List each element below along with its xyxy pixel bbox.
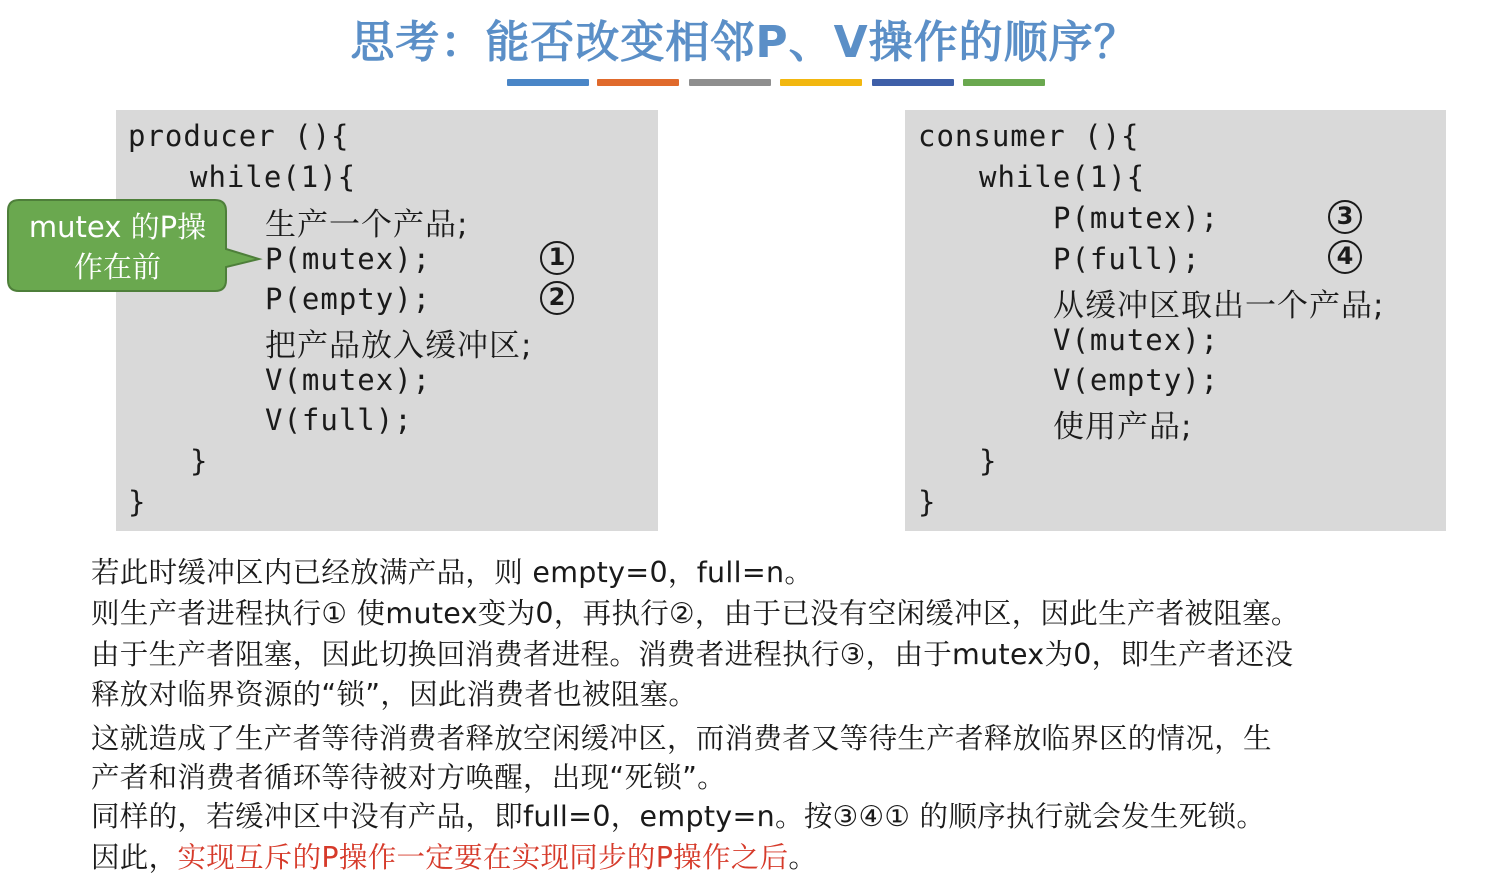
explanation-line-4: 释放对临界资源的“锁”，因此消费者也被阻塞。 — [91, 678, 698, 711]
conclusion-highlight: 实现互斥的P操作一定要在实现同步的P操作之后 — [177, 841, 789, 874]
consumer-line-p-mutex: P(mutex); — [1053, 201, 1220, 235]
color-bar-blue — [507, 79, 589, 86]
slide-title: 思考：能否改变相邻P、V操作的顺序？ — [350, 17, 1139, 68]
explanation-line-6: 产者和消费者循环等待被对方唤醒，出现“死锁”。 — [91, 761, 726, 794]
consumer-line-while: while(1){ — [979, 160, 1146, 194]
step-marker-4: 4 — [1328, 240, 1362, 274]
consumer-line-use-product: 使用产品; — [1053, 409, 1193, 445]
producer-line-signature: producer (){ — [128, 119, 350, 153]
callout-line-1: mutex 的P操 — [28, 210, 207, 244]
step-marker-2: 2 — [540, 281, 574, 315]
color-bar-yellow — [780, 79, 862, 86]
conclusion-prefix: 因此， — [91, 841, 178, 874]
color-bar-gray — [689, 79, 771, 86]
producer-line-while: while(1){ — [190, 160, 357, 194]
producer-line-close-func: } — [128, 485, 147, 519]
consumer-line-take-buffer: 从缓冲区取出一个产品; — [1053, 288, 1385, 324]
step-marker-3: 3 — [1328, 200, 1362, 234]
callout-text — [7, 207, 228, 287]
producer-line-v-mutex: V(mutex); — [265, 363, 432, 397]
explanation-line-5: 这就造成了生产者等待消费者释放空闲缓冲区，而消费者又等待生产者释放临界区的情况，生 — [91, 722, 1272, 755]
producer-line-p-mutex: P(mutex); — [265, 242, 432, 276]
explanation-line-7: 同样的，若缓冲区中没有产品，即full=0，empty=n。按③④① 的顺序执行就会发生死锁。 — [91, 800, 1266, 833]
callout-line-2: 作在前 — [73, 250, 161, 284]
consumer-line-v-empty: V(empty); — [1053, 363, 1220, 397]
color-bar-orange — [597, 79, 679, 86]
explanation-line-3: 由于生产者阻塞，因此切换回消费者进程。消费者进程执行③，由于mutex为0，即生产者还没 — [91, 638, 1294, 671]
explanation-line-2: 则生产者进程执行① 使mutex变为0，再执行②，由于已没有空闲缓冲区，因此生产者被阻塞。 — [91, 597, 1300, 630]
conclusion-suffix: 。 — [788, 841, 818, 874]
consumer-line-v-mutex: V(mutex); — [1053, 323, 1220, 357]
producer-line-produce: 生产一个产品; — [265, 207, 469, 243]
step-marker-1: 1 — [540, 241, 574, 275]
consumer-line-signature: consumer (){ — [918, 119, 1140, 153]
consumer-line-p-full: P(full); — [1053, 242, 1201, 276]
consumer-line-close-while: } — [979, 444, 998, 478]
explanation-conclusion — [91, 835, 817, 876]
color-bar-green — [963, 79, 1045, 86]
mutex-callout — [7, 199, 228, 292]
producer-line-put-buffer: 把产品放入缓冲区; — [265, 328, 533, 364]
color-bar-navy — [872, 79, 954, 86]
producer-line-close-while: } — [190, 444, 209, 478]
consumer-line-close-func: } — [918, 485, 937, 519]
producer-line-v-full: V(full); — [265, 403, 413, 437]
producer-line-p-empty: P(empty); — [265, 282, 432, 316]
explanation-line-1: 若此时缓冲区内已经放满产品，则 empty=0，full=n。 — [91, 556, 814, 589]
